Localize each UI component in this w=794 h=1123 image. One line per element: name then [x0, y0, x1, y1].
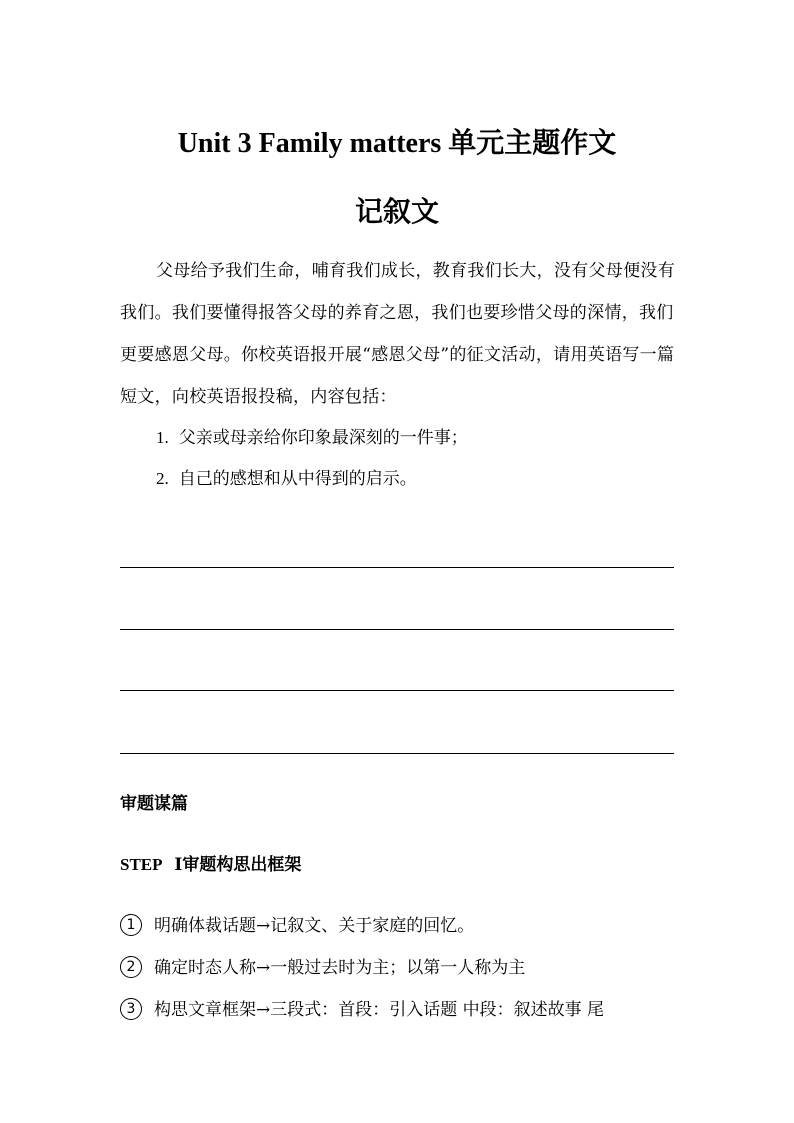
circled-number: 3: [120, 998, 142, 1020]
step-point-3: [120, 998, 604, 1022]
writing-line-2: [120, 629, 674, 630]
prompt-item-2: [156, 467, 417, 491]
step-point-2: [120, 956, 525, 980]
step-point-1: [120, 914, 474, 938]
writing-line-4: [120, 753, 674, 754]
point-text: 确定时态人称→一般过去时为主；以第一人称为主: [154, 958, 526, 978]
item-text: 自己的感想和从中得到的启示。: [178, 469, 417, 489]
prompt-paragraph: [120, 250, 675, 418]
step-title: Ⅰ审题构思出框架: [174, 855, 302, 875]
circled-number: 2: [120, 956, 142, 978]
document-title: Unit 3 Family matters 单元主题作文: [177, 128, 617, 159]
item-number: 2.: [156, 469, 169, 488]
point-text: 构思文章框架→三段式：首段：引入话题 中段：叙述故事 尾: [154, 1000, 605, 1020]
step-label: STEP: [120, 855, 163, 874]
item-number: 1.: [156, 428, 169, 447]
step-heading: [120, 853, 301, 877]
section-heading: 审题谋篇: [120, 794, 188, 814]
circled-number: 1: [120, 914, 142, 936]
prompt-text: 父母给予我们生命，哺育我们成长，教育我们长大，没有父母便没有我们。我们要懂得报答父母的养育之恩，我们也要珍惜父母的深情，我们更要感恩父母。你校英语报开展“感恩父母”的征文活动，请用英语写一篇短文，向校英语报投稿，内容包括：: [120, 261, 675, 407]
writing-line-1: [120, 567, 674, 568]
point-text: 明确体裁话题→记叙文、关于家庭的回忆。: [154, 916, 475, 936]
item-text: 父亲或母亲给你印象最深刻的一件事；: [178, 428, 468, 448]
document-subtitle: 记叙文: [354, 195, 439, 228]
prompt-item-1: [156, 426, 468, 450]
writing-line-3: [120, 690, 674, 691]
